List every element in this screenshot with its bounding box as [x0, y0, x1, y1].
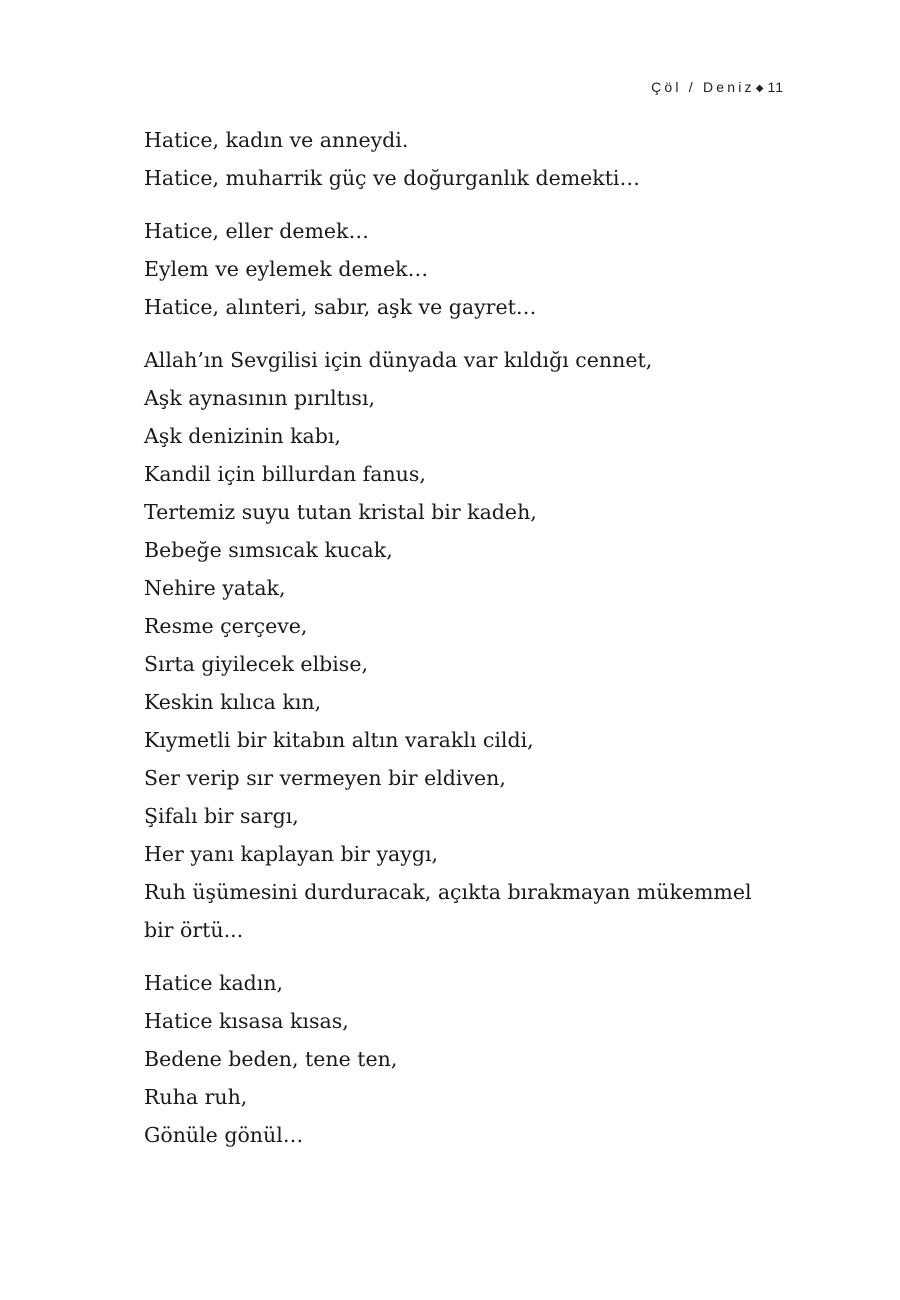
poem-line: Ruha ruh,	[144, 1085, 248, 1109]
poem-line: Bebeğe sımsıcak kucak,	[144, 538, 393, 562]
page-number: 11	[767, 79, 784, 95]
poem-line: Ruh üşümesini durduracak, açıkta bırakmayan mükemmel bir örtü...	[144, 880, 752, 942]
poem-line: Aşk denizinin kabı,	[144, 424, 341, 448]
poem-line: Keskin kılıca kın,	[144, 690, 322, 714]
poem-body	[144, 121, 784, 1169]
poem-line: Sırta giyilecek elbise,	[144, 652, 368, 676]
poem-line: Nehire yatak,	[144, 576, 286, 600]
poem-line: Eylem ve eylemek demek…	[144, 257, 429, 281]
poem-line: Hatice, kadın ve anneydi.	[144, 128, 409, 152]
poem-line: Ser verip sır vermeyen bir eldiven,	[144, 766, 506, 790]
poem-line: Gönüle gönül…	[144, 1123, 304, 1147]
poem-line: Hatice, alınteri, sabır, aşk ve gayret…	[144, 295, 537, 319]
poem-line: Kıymetli bir kitabın altın varaklı cildi,	[144, 728, 534, 752]
book-title: Çöl / Deniz	[651, 79, 755, 95]
poem-line: Bedene beden, tene ten,	[144, 1047, 398, 1071]
stanza-4	[144, 964, 784, 1154]
poem-line: Kandil için billurdan fanus,	[144, 462, 426, 486]
running-header	[651, 79, 784, 95]
poem-line: Hatice, eller demek…	[144, 219, 369, 243]
poem-line: Hatice kısasa kısas,	[144, 1009, 349, 1033]
stanza-3	[144, 341, 784, 949]
poem-line: Şifalı bir sargı,	[144, 804, 299, 828]
diamond-separator-icon: ◆	[755, 83, 764, 94]
poem-line: Allah’ın Sevgilisi için dünyada var kıldığı cennet,	[144, 348, 653, 372]
poem-line: Hatice, muharrik güç ve doğurganlık demekti…	[144, 166, 640, 190]
poem-line: Aşk aynasının pırıltısı,	[144, 386, 376, 410]
stanza-2	[144, 212, 784, 326]
poem-line: Her yanı kaplayan bir yaygı,	[144, 842, 439, 866]
poem-line: Tertemiz suyu tutan kristal bir kadeh,	[144, 500, 537, 524]
stanza-1	[144, 121, 784, 197]
poem-line: Resme çerçeve,	[144, 614, 308, 638]
poem-line: Hatice kadın,	[144, 971, 284, 995]
